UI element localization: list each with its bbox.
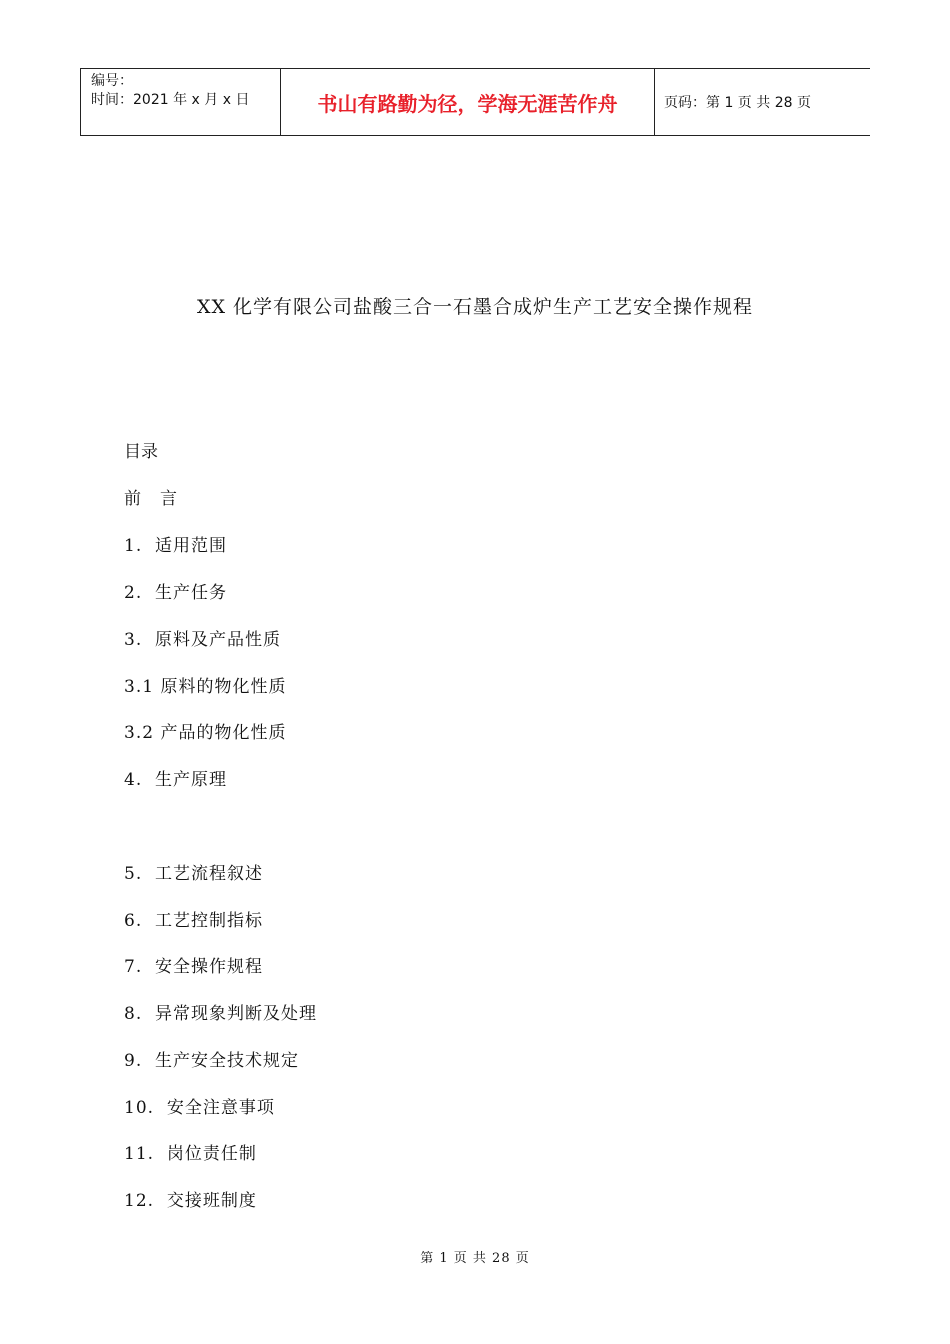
toc-item-3-2: 3.2 产品的物化性质 <box>124 723 287 743</box>
toc-item-preface: 前 言 <box>124 489 178 509</box>
toc-item-10: 10. 安全注意事项 <box>124 1098 275 1118</box>
header-motto: 书山有路勤为径，学海无涯苦作舟 <box>317 91 618 116</box>
page-header-table <box>80 68 870 136</box>
toc-item-5: 5. 工艺流程叙述 <box>124 864 264 884</box>
toc-item-4: 4. 生产原理 <box>124 770 228 790</box>
toc-item-12: 12. 交接班制度 <box>124 1191 257 1211</box>
toc-item-2: 2. 生产任务 <box>124 583 228 603</box>
document-number-label: 编号： <box>91 73 133 89</box>
toc-item-9: 9. 生产安全技术规定 <box>124 1051 300 1071</box>
toc-item-11: 11. 岗位责任制 <box>124 1144 257 1164</box>
document-time-label: 时间：2021 年 x 月 x 日 <box>91 92 250 108</box>
toc-item-8: 8. 异常现象判断及处理 <box>124 1004 318 1024</box>
toc-item-6: 6. 工艺控制指标 <box>124 911 264 931</box>
page-footer: 第 1 页 共 28 页 <box>420 1251 530 1266</box>
toc-heading: 目录 <box>124 442 158 462</box>
toc-item-1: 1. 适用范围 <box>124 536 228 556</box>
header-meta-cell <box>80 69 281 135</box>
header-page-cell <box>655 69 870 135</box>
toc-item-3: 3. 原料及产品性质 <box>124 630 282 650</box>
header-motto-cell <box>281 69 655 135</box>
header-page-info: 页码：第 1 页 共 28 页 <box>664 95 811 111</box>
toc-item-7: 7. 安全操作规程 <box>124 957 264 977</box>
toc-item-3-1: 3.1 原料的物化性质 <box>124 677 287 697</box>
document-title: XX 化学有限公司盐酸三合一石墨合成炉生产工艺安全操作规程 <box>196 296 754 318</box>
